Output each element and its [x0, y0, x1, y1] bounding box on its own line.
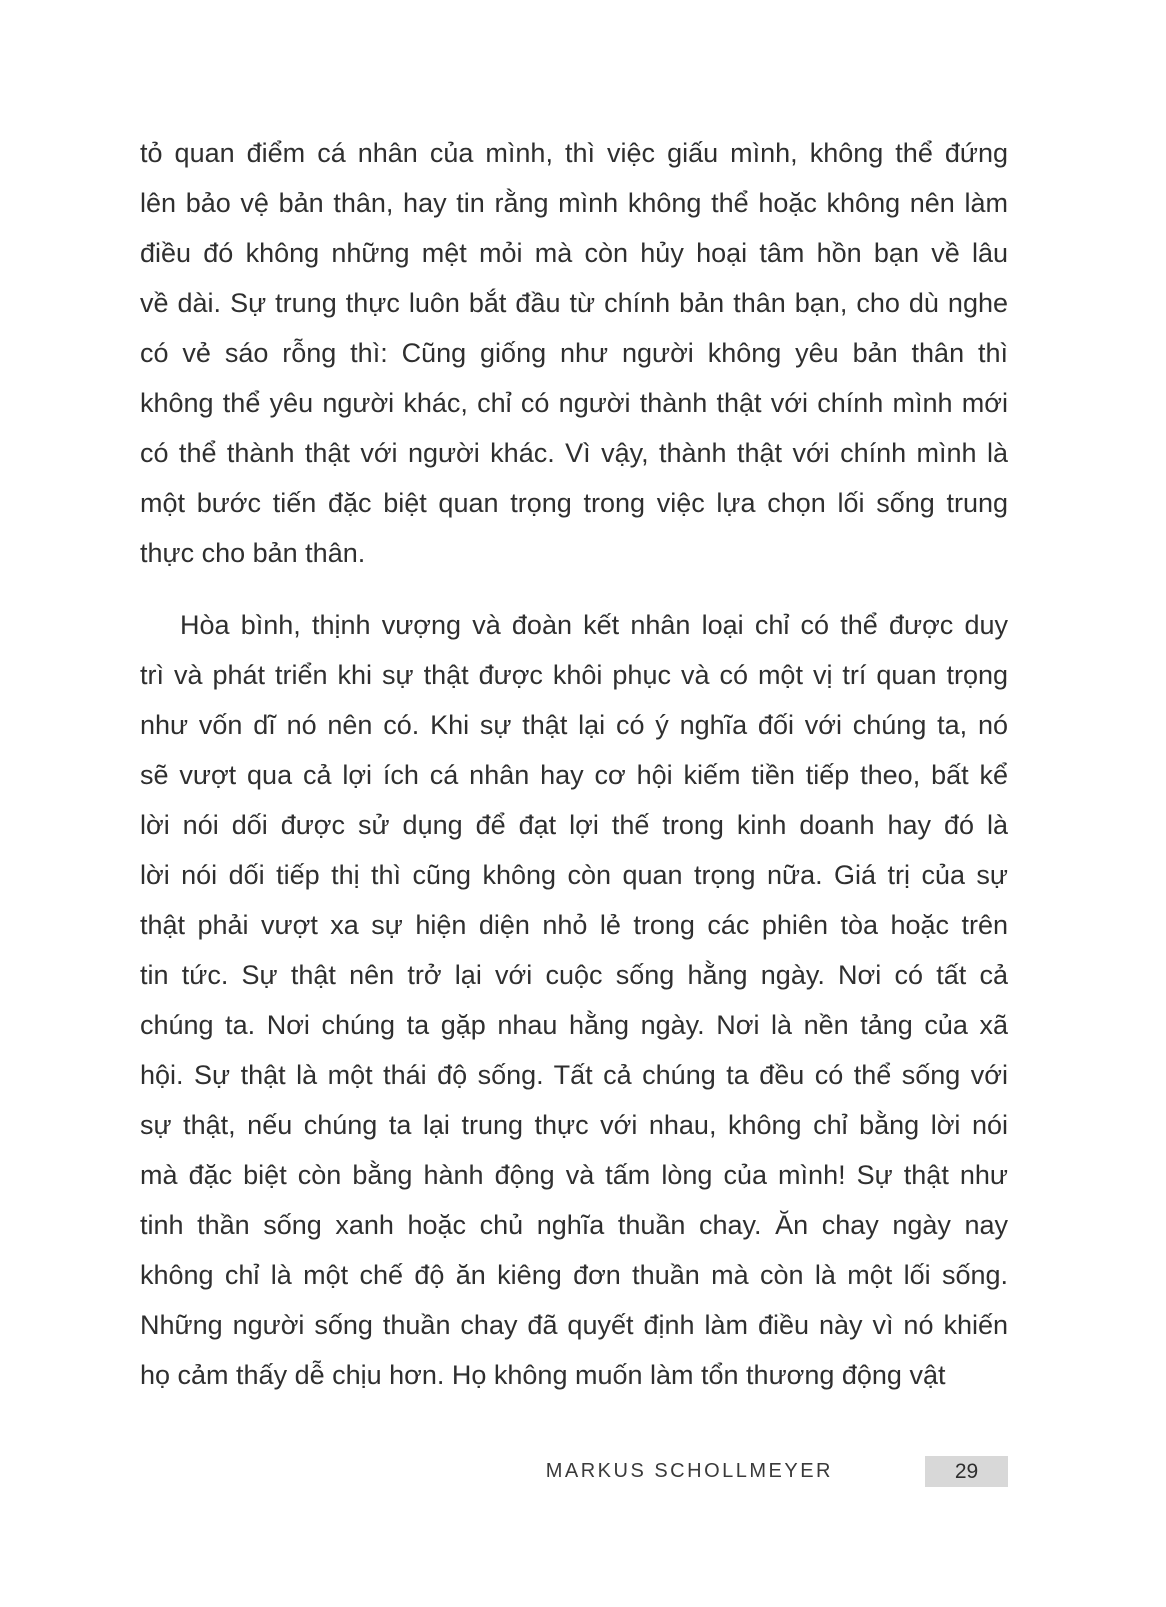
text-line: lên bảo vệ bản thân, hay tin rằng mình không thể hoặc không nên làm [140, 188, 1008, 218]
text-line: sẽ vượt qua cả lợi ích cá nhân hay cơ hội kiếm tiền tiếp theo, bất kể [140, 760, 1008, 790]
text-line: thực cho bản thân. [140, 538, 366, 568]
text-line: điều đó không những mệt mỏi mà còn hủy hoại tâm hồn bạn về lâu [140, 238, 1008, 268]
text-line: có thể thành thật với người khác. Vì vậy, thành thật với chính mình là [140, 438, 1008, 468]
text-line: mà đặc biệt còn bằng hành động và tấm lòng của mình! Sự thật như [140, 1160, 1008, 1190]
text-line: không thể yêu người khác, chỉ có người thành thật với chính mình mới [140, 388, 1008, 418]
page-number-badge [925, 1456, 1008, 1487]
page-number: 29 [954, 1460, 979, 1483]
text-line: chúng ta. Nơi chúng ta gặp nhau hằng ngày. Nơi là nền tảng của xã [140, 1010, 1008, 1040]
footer-author-name: MARKUS SCHOLLMEYER [545, 1460, 833, 1482]
text-line: họ cảm thấy dễ chịu hơn. Họ không muốn làm tổn thương động vật [140, 1360, 946, 1390]
text-line: Hòa bình, thịnh vượng và đoàn kết nhân loại chỉ có thể được duy [180, 610, 1008, 640]
text-line: lời nói dối tiếp thị thì cũng không còn quan trọng nữa. Giá trị của sự [140, 860, 1008, 890]
text-line: tinh thần sống xanh hoặc chủ nghĩa thuần chay. Ăn chay ngày nay [140, 1210, 1008, 1240]
text-line: tin tức. Sự thật nên trở lại với cuộc sống hằng ngày. Nơi có tất cả [140, 960, 1008, 990]
text-line: Những người sống thuần chay đã quyết định làm điều này vì nó khiến [140, 1310, 1008, 1340]
text-line: có vẻ sáo rỗng thì: Cũng giống như người không yêu bản thân thì [140, 338, 1008, 368]
text-line: tỏ quan điểm cá nhân của mình, thì việc giấu mình, không thể đứng [140, 138, 1008, 168]
text-line: về dài. Sự trung thực luôn bắt đầu từ chính bản thân bạn, cho dù nghe [140, 288, 1008, 318]
text-line: như vốn dĩ nó nên có. Khi sự thật lại có ý nghĩa đối với chúng ta, nó [140, 710, 1008, 740]
text-line: hội. Sự thật là một thái độ sống. Tất cả chúng ta đều có thể sống với [140, 1060, 1008, 1090]
paragraph [140, 600, 1008, 1400]
text-line: một bước tiến đặc biệt quan trọng trong việc lựa chọn lối sống trung [140, 488, 1008, 518]
body-text [140, 128, 1008, 1400]
text-line: trì và phát triển khi sự thật được khôi phục và có một vị trí quan trọng [140, 660, 1008, 690]
paragraph [140, 128, 1008, 578]
text-line: sự thật, nếu chúng ta lại trung thực với nhau, không chỉ bằng lời nói [140, 1110, 1008, 1140]
text-line: thật phải vượt xa sự hiện diện nhỏ lẻ trong các phiên tòa hoặc trên [140, 910, 1008, 940]
text-line: lời nói dối được sử dụng để đạt lợi thế trong kinh doanh hay đó là [140, 810, 1008, 840]
text-line: không chỉ là một chế độ ăn kiêng đơn thuần mà còn là một lối sống. [140, 1260, 1008, 1290]
